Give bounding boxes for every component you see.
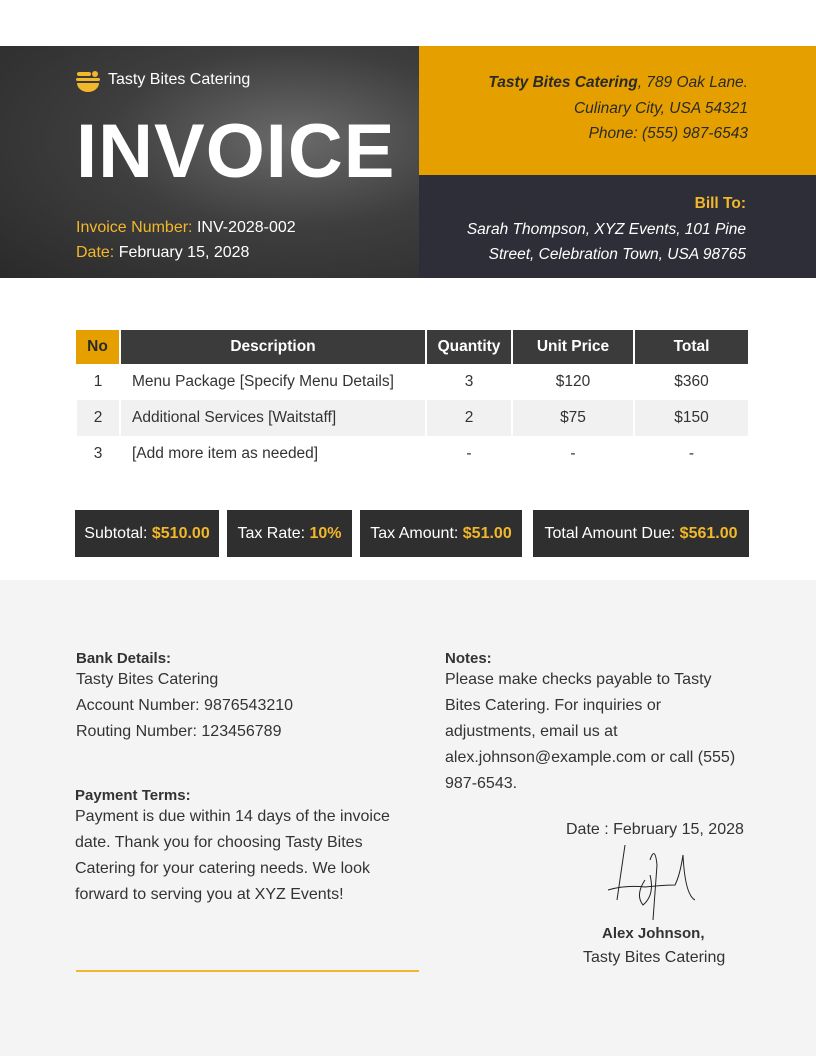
cell: 3 — [426, 364, 512, 400]
bowl-logo-icon — [75, 68, 101, 94]
terms-text: Payment is due within 14 days of the invoice date. Thank you for choosing Tasty Bites Catering for your catering needs. We look forward to serving you at XYZ Events! — [75, 808, 390, 903]
tax-rate-value: 10% — [309, 525, 342, 542]
signature-date: Date : February 15, 2028 — [566, 821, 744, 838]
company-name: Tasty Bites Catering — [488, 74, 638, 91]
bill-to — [419, 175, 816, 278]
brand-name: Tasty Bites Catering — [108, 71, 251, 88]
notes-title: Notes: — [445, 650, 492, 667]
tax-rate-box — [227, 510, 352, 557]
subtotal-label: Subtotal: — [84, 525, 148, 542]
cell: 2 — [426, 400, 512, 436]
table-row — [76, 364, 748, 400]
signer-company: Tasty Bites Catering — [583, 949, 726, 966]
col-total: Total — [634, 330, 748, 364]
items-table — [75, 330, 748, 472]
table-row — [76, 400, 748, 436]
page-title: INVOICE — [76, 109, 396, 194]
cell: 3 — [76, 436, 120, 472]
terms-title: Payment Terms: — [75, 787, 191, 804]
col-unit-price: Unit Price — [512, 330, 634, 364]
notes — [445, 650, 750, 797]
cell: $360 — [634, 364, 748, 400]
cell: - — [634, 436, 748, 472]
address-text: , 789 Oak Lane. Culinary City, USA 54321 — [573, 74, 748, 117]
tax-rate-label: Tax Rate: — [237, 525, 306, 542]
bill-to-label: Bill To: — [694, 195, 746, 212]
cell: $120 — [512, 364, 634, 400]
company-address — [419, 46, 816, 175]
routing-number: Routing Number: 123456789 — [76, 723, 282, 740]
tax-amount-label: Tax Amount: — [370, 525, 459, 542]
invoice-date — [76, 244, 249, 262]
date-label: Date: — [76, 244, 115, 261]
divider — [76, 970, 419, 972]
bank-title: Bank Details: — [76, 650, 172, 667]
table-row — [76, 436, 748, 472]
cell: - — [512, 436, 634, 472]
tax-amount-box — [360, 510, 522, 557]
cell: $150 — [634, 400, 748, 436]
date-value: February 15, 2028 — [118, 244, 250, 261]
col-description: Description — [120, 330, 426, 364]
col-no: No — [76, 330, 120, 364]
cell: 2 — [76, 400, 120, 436]
invoice-number — [76, 219, 296, 237]
total-due-box — [533, 510, 749, 557]
cell: Menu Package [Specify Menu Details] — [120, 364, 426, 400]
signer-name: Alex Johnson, — [602, 925, 705, 942]
bank-name: Tasty Bites Catering — [76, 671, 219, 688]
payment-terms — [75, 787, 395, 908]
subtotal-box — [75, 510, 219, 557]
bank-details — [76, 650, 293, 745]
account-number: Account Number: 9876543210 — [76, 697, 294, 714]
signature-image — [605, 845, 695, 925]
total-value: $561.00 — [679, 525, 738, 542]
cell: $75 — [512, 400, 634, 436]
bill-to-text: Sarah Thompson, XYZ Events, 101 Pine Street, Celebration Town, USA 98765 — [466, 220, 746, 263]
cell: Additional Services [Waitstaff] — [120, 400, 426, 436]
total-label: Total Amount Due: — [544, 525, 676, 542]
notes-text: Please make checks payable to Tasty Bites Catering. For inquiries or adjustments, email us at alex.johnson@example.com or call (555) 987-6543. — [445, 671, 736, 792]
invoice-number-value: INV-2028-002 — [196, 219, 296, 236]
subtotal-value: $510.00 — [151, 525, 210, 542]
cell: - — [426, 436, 512, 472]
tax-amount-value: $51.00 — [462, 525, 512, 542]
invoice-number-label: Invoice Number: — [76, 219, 193, 236]
col-quantity: Quantity — [426, 330, 512, 364]
cell: [Add more item as needed] — [120, 436, 426, 472]
cell: 1 — [76, 364, 120, 400]
company-phone: Phone: (555) 987-6543 — [588, 125, 748, 142]
